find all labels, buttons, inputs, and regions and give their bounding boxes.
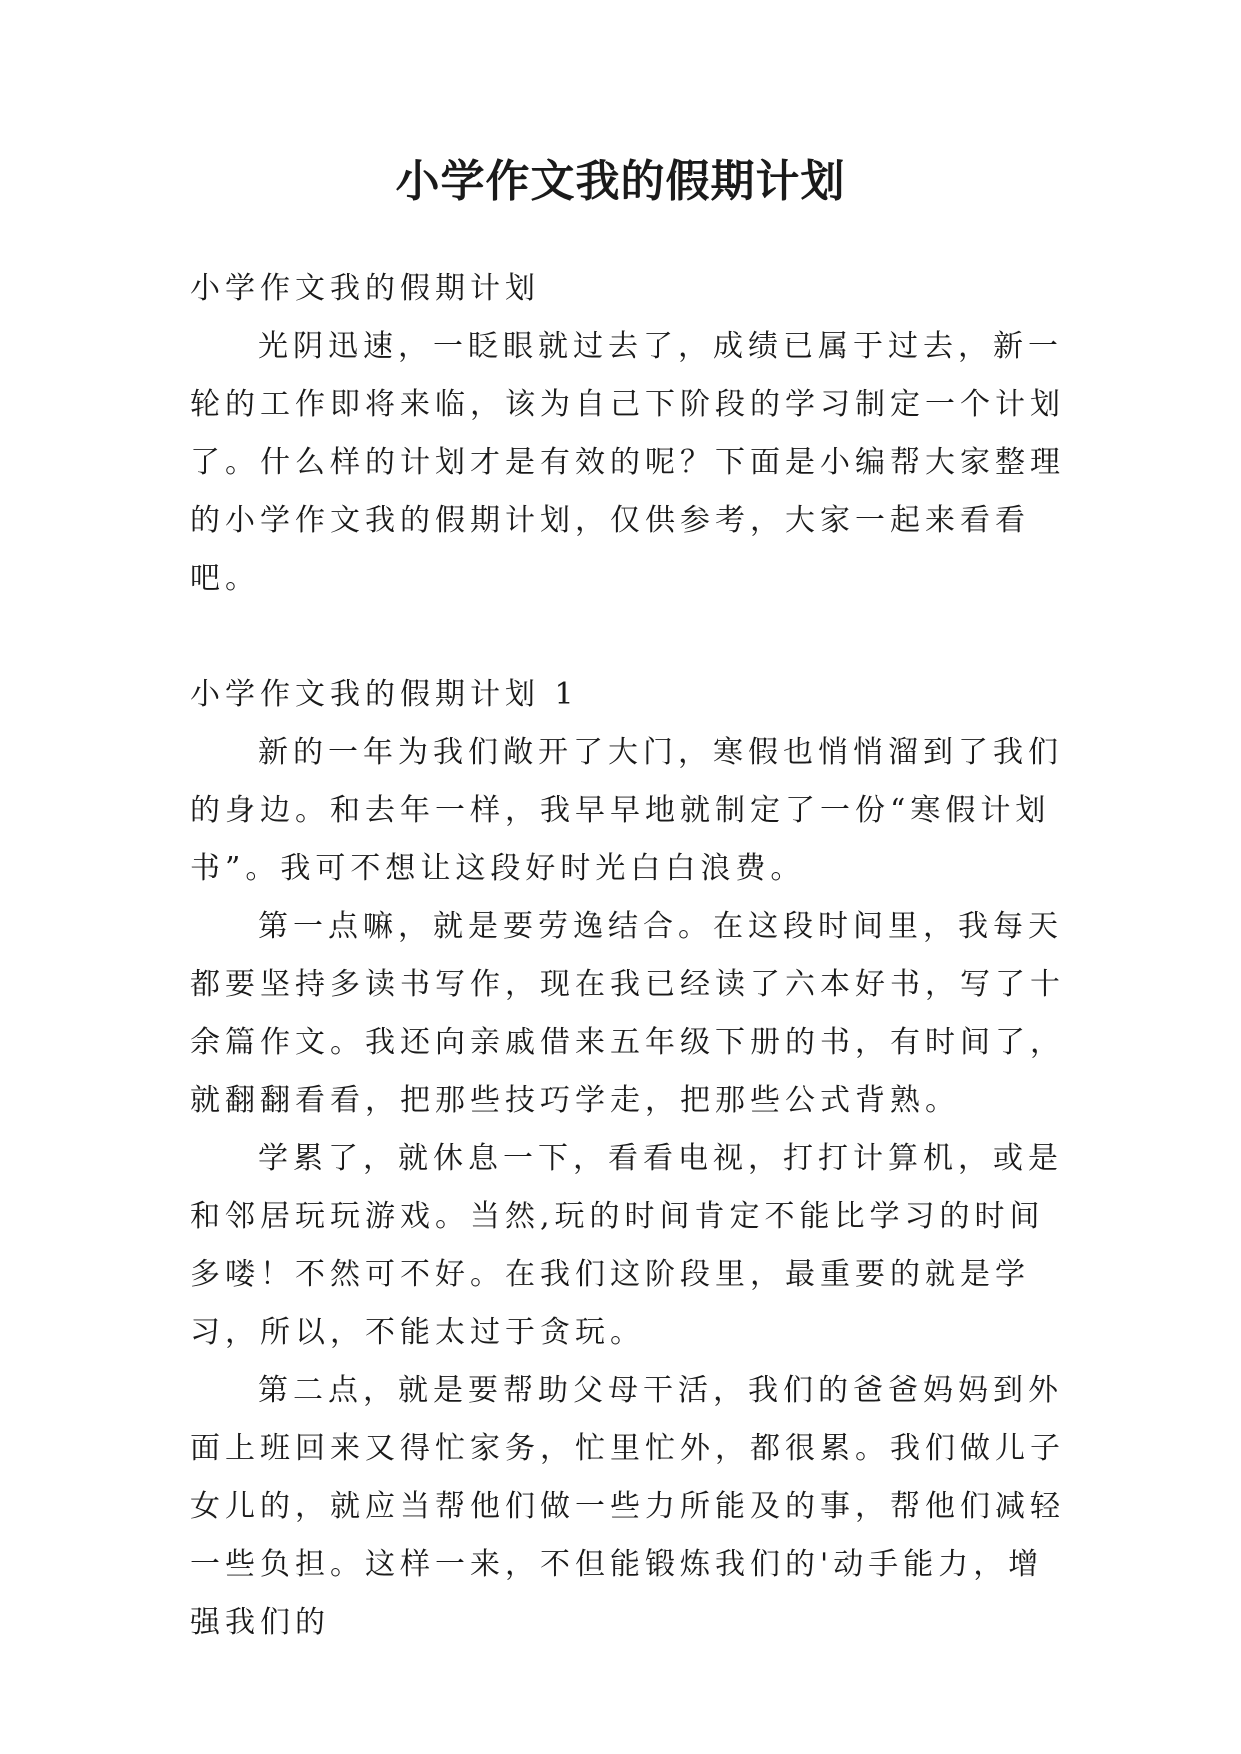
body-paragraph: 学累了，就休息一下，看看电视，打打计算机，或是和邻居玩玩游戏。当然,玩的时间肯定不能比学习的时间多喽！不然可不好。在我们这阶段里，最重要的就是学习，所以，不能太过于贪玩。 xyxy=(190,1141,1063,1350)
document-body xyxy=(190,260,1070,1652)
intro-paragraph: 光阴迅速，一眨眼就过去了，成绩已属于过去，新一轮的工作即将来临，该为自己下阶段的学习制定一个计划了。什么样的计划才是有效的呢？下面是小编帮大家整理的小学作文我的假期计划，仅供参考，大家一起来看看吧。 xyxy=(190,329,1065,596)
document-title: 小学作文我的假期计划 xyxy=(395,156,846,207)
section-spacer xyxy=(190,608,1070,666)
body-paragraph: 新的一年为我们敞开了大门，寒假也悄悄溜到了我们的身边。和去年一样，我早早地就制定了一份“寒假计划书”。我可不想让这段好时光白白浪费。 xyxy=(190,735,1063,886)
body-paragraph: 第二点，就是要帮助父母干活，我们的爸爸妈妈到外面上班回来又得忙家务，忙里忙外，都很累。我们做儿子女儿的，就应当帮他们做一些力所能及的事，帮他们减轻一些负担。这样一来，不但能锻炼我们的'动手能力，增强我们的 xyxy=(190,1373,1065,1640)
body-paragraph: 第一点嘛，就是要劳逸结合。在这段时间里，我每天都要坚持多读书写作，现在我已经读了六本好书，写了十余篇作文。我还向亲戚借来五年级下册的书，有时间了，就翻翻看看，把那些技巧学走，把那些公式背熟。 xyxy=(190,909,1065,1118)
section-heading: 小学作文我的假期计划 1 xyxy=(190,677,579,712)
intro-heading: 小学作文我的假期计划 xyxy=(190,271,540,306)
